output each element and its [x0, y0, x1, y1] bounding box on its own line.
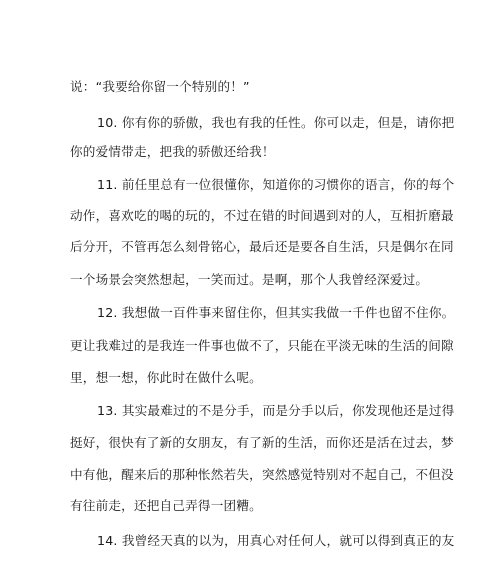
- text-line: 一个场景会突然想起，一笑而过。是啊，那个人我曾经深爱过。: [70, 272, 429, 287]
- text-line: 13. 其实最难过的不是分手，而是分手以后，你发现他还是过得: [97, 403, 455, 418]
- text-line: 中有他，醒来后的那种怅然若失，突然感觉特别对不起自己，不但没: [70, 467, 454, 482]
- text-line: 后分开，不管再怎么刻骨铭心，最后还是要各自生活，只是偶尔在同: [70, 239, 454, 254]
- text-line: 14. 我曾经天真的以为，用真心对任何人，就可以得到真正的友: [97, 533, 455, 548]
- text-line: 你的爱情带走，把我的骄傲还给我！: [70, 144, 275, 159]
- text-line: 更让我难过的是我连一件事也做不了，只能在平淡无味的生活的间隙: [70, 338, 454, 353]
- text-line: 11. 前任里总有一位很懂你，知道你的习惯你的语言，你的每个: [97, 177, 455, 192]
- text-line: 挺好，很快有了新的女朋友，有了新的生活，而你还是活在过去，梦: [70, 435, 454, 450]
- text-line: 12. 我想做一百件事来留住你，但其实我做一千件也留不住你。: [97, 305, 455, 320]
- text-line: 有往前走，还把自己弄得一团糟。: [70, 498, 262, 513]
- text-line: 说：“我要给你留一个特别的！”: [70, 79, 250, 94]
- text-line: 里，想一想，你此时在做什么呢。: [70, 370, 262, 385]
- text-line: 动作，喜欢吃的喝的玩的，不过在错的时间遇到对的人，互相折磨最: [70, 208, 454, 223]
- text-line: 10. 你有你的骄傲，我也有我的任性。你可以走，但是，请你把: [97, 115, 455, 130]
